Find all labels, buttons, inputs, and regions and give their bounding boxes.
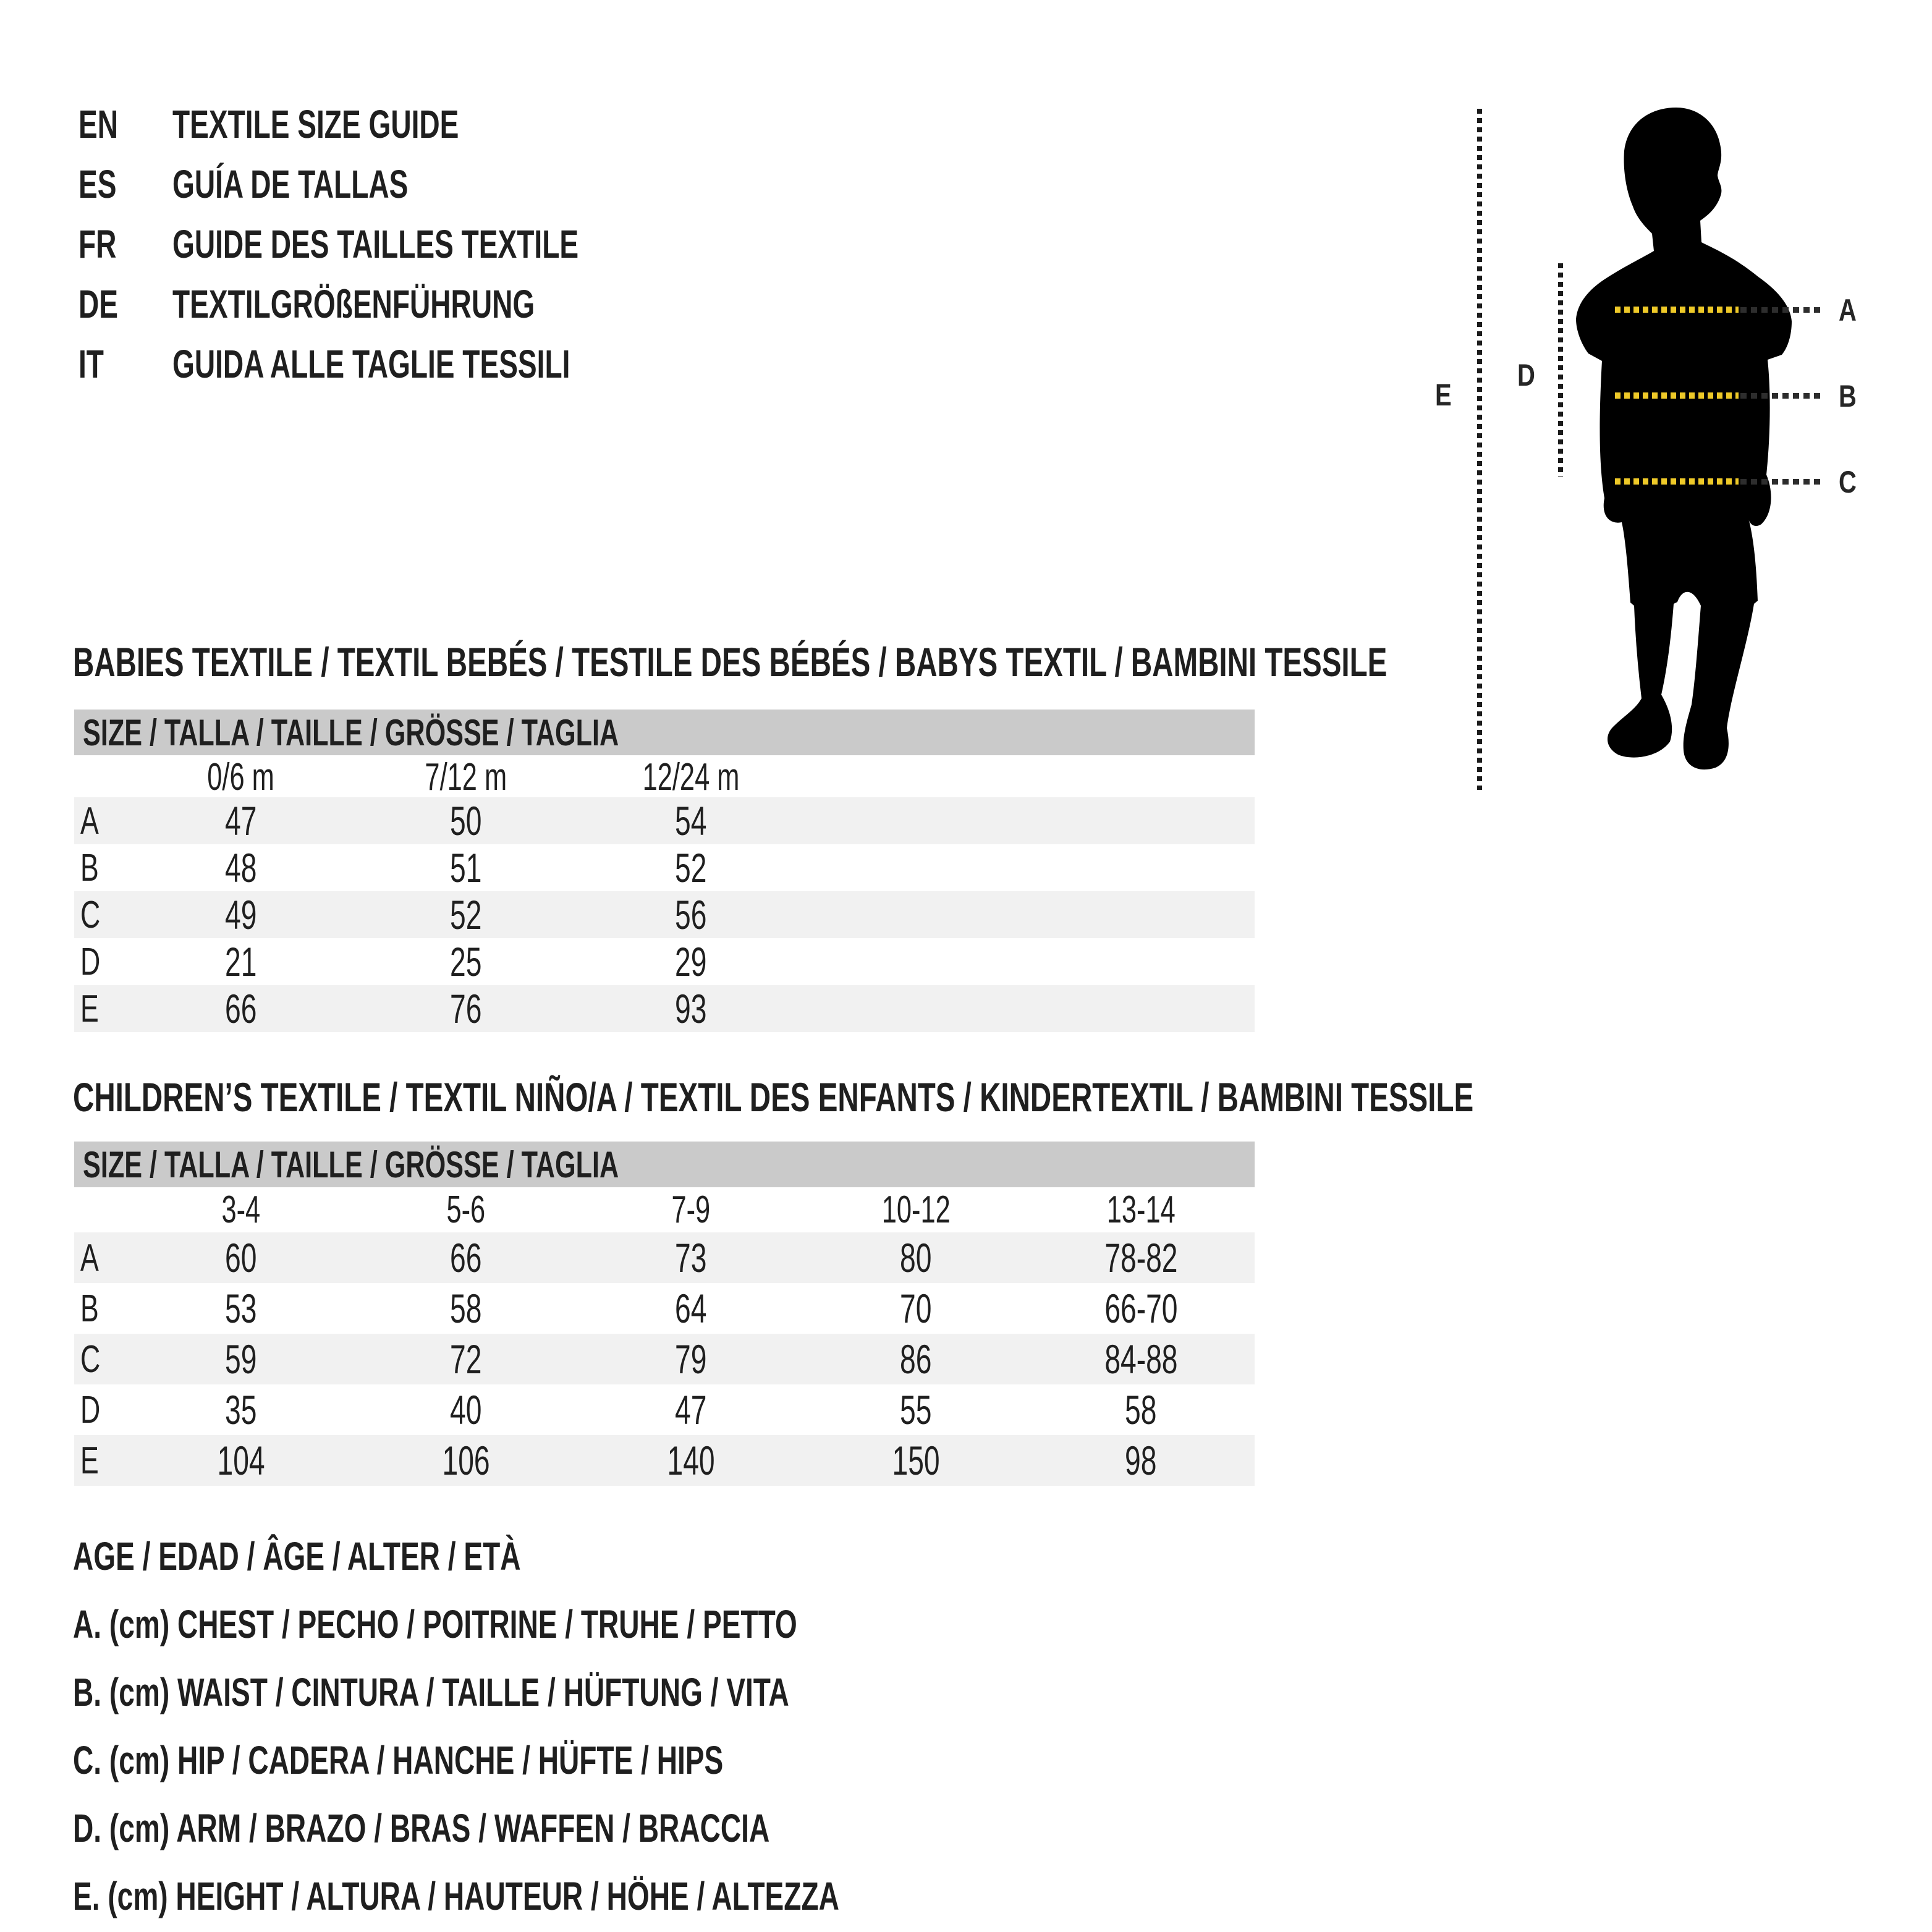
babies-col-0-6m: 0/6 m	[207, 756, 275, 799]
babies-size-table	[74, 710, 1255, 1032]
table-row: C 59 72 79 86 84-88	[74, 1334, 1255, 1384]
table-row: A 60 66 73 80 78-82	[74, 1232, 1255, 1283]
lang-code-es: ES	[78, 161, 117, 206]
lang-row-de	[78, 274, 737, 334]
lang-code-it: IT	[78, 341, 104, 386]
waist-marker-label: B	[1839, 379, 1857, 413]
children-col-10-12: 10-12	[881, 1188, 951, 1231]
measurement-legend	[73, 1522, 1137, 1930]
waist-callout-line	[1740, 393, 1824, 399]
table-row: C 49 52 56	[74, 891, 1255, 938]
lang-title-es: GUÍA DE TALLAS	[172, 161, 409, 206]
lang-code-de: DE	[78, 281, 119, 326]
children-col-3-4: 3-4	[221, 1188, 261, 1231]
height-marker-label: E	[1435, 378, 1452, 412]
legend-chest-line: A. (cm) CHEST / PECHO / POITRINE / TRUHE / PETTO	[73, 1602, 797, 1646]
table-row: E 104 106 140 150 98	[74, 1435, 1255, 1486]
hip-callout-line	[1740, 479, 1824, 485]
lang-row-en	[78, 94, 737, 154]
table-row: B 48 51 52	[80, 845, 707, 891]
legend-hip-line: C. (cm) HIP / CADERA / HANCHE / HÜFTE / HIPS	[73, 1738, 724, 1782]
waist-measure-line	[1615, 392, 1739, 399]
babies-col-7-12m: 7/12 m	[425, 756, 507, 799]
height-measure-line	[1477, 109, 1482, 790]
legend-age-line: AGE / EDAD / ÂGE / ALTER / ETÀ	[73, 1534, 521, 1578]
chest-callout-line	[1740, 307, 1824, 313]
arm-marker-label: D	[1517, 358, 1535, 392]
hip-measure-line	[1615, 478, 1739, 485]
legend-height-line: E. (cm) HEIGHT / ALTURA / HAUTEUR / HÖHE / ALTEZZA	[73, 1874, 839, 1918]
children-section-title: CHILDREN’S TEXTILE / TEXTIL NIÑO/A / TEXTIL DES ENFANTS / KINDERTEXTIL / BAMBINI TESSILE	[73, 1074, 1474, 1120]
children-table-header: SIZE / TALLA / TAILLE / GRÖSSE / TAGLIA	[74, 1142, 1255, 1187]
table-row: D 35 40 47 55 58	[80, 1387, 1157, 1433]
children-column-header-row	[74, 1187, 1255, 1232]
children-col-13-14: 13-14	[1106, 1188, 1176, 1231]
lang-title-fr: GUIDE DES TAILLES TEXTILE	[172, 221, 579, 266]
lang-row-es	[78, 154, 737, 214]
lang-title-it: GUIDA ALLE TAGLIE TESSILI	[172, 341, 570, 386]
children-col-5-6: 5-6	[446, 1188, 486, 1231]
legend-waist-line: B. (cm) WAIST / CINTURA / TAILLE / HÜFTUNG / VITA	[73, 1670, 789, 1714]
lang-row-fr	[78, 214, 737, 274]
table-row: A 47 50 54	[74, 797, 1255, 844]
lang-row-it	[78, 334, 737, 394]
table-row: B 53 58 64 70 66-70	[80, 1286, 1178, 1331]
chest-measure-line	[1615, 307, 1739, 313]
legend-arm-line: D. (cm) ARM / BRAZO / BRAS / WAFFEN / BRACCIA	[73, 1806, 770, 1850]
children-col-7-9: 7-9	[671, 1188, 711, 1231]
lang-title-de: TEXTILGRÖßENFÜHRUNG	[172, 281, 535, 326]
table-row: D 21 25 29	[80, 939, 707, 985]
lang-code-en: EN	[78, 101, 119, 146]
arm-measure-line	[1558, 263, 1563, 477]
babies-table-header: SIZE / TALLA / TAILLE / GRÖSSE / TAGLIA	[74, 710, 1255, 755]
lang-code-fr: FR	[78, 221, 117, 266]
table-row: E 66 76 93	[74, 985, 1255, 1032]
chest-marker-label: A	[1839, 293, 1857, 328]
babies-col-12-24m: 12/24 m	[642, 756, 740, 799]
babies-section-title: BABIES TEXTILE / TEXTIL BEBÉS / TESTILE DES BÉBÉS / BABYS TEXTIL / BAMBINI TESSILE	[73, 639, 1388, 685]
hip-marker-label: C	[1839, 465, 1857, 499]
language-title-list	[78, 94, 737, 394]
children-size-table	[74, 1142, 1255, 1486]
lang-title-en: TEXTILE SIZE GUIDE	[172, 101, 459, 146]
babies-column-header-row	[74, 755, 1255, 797]
